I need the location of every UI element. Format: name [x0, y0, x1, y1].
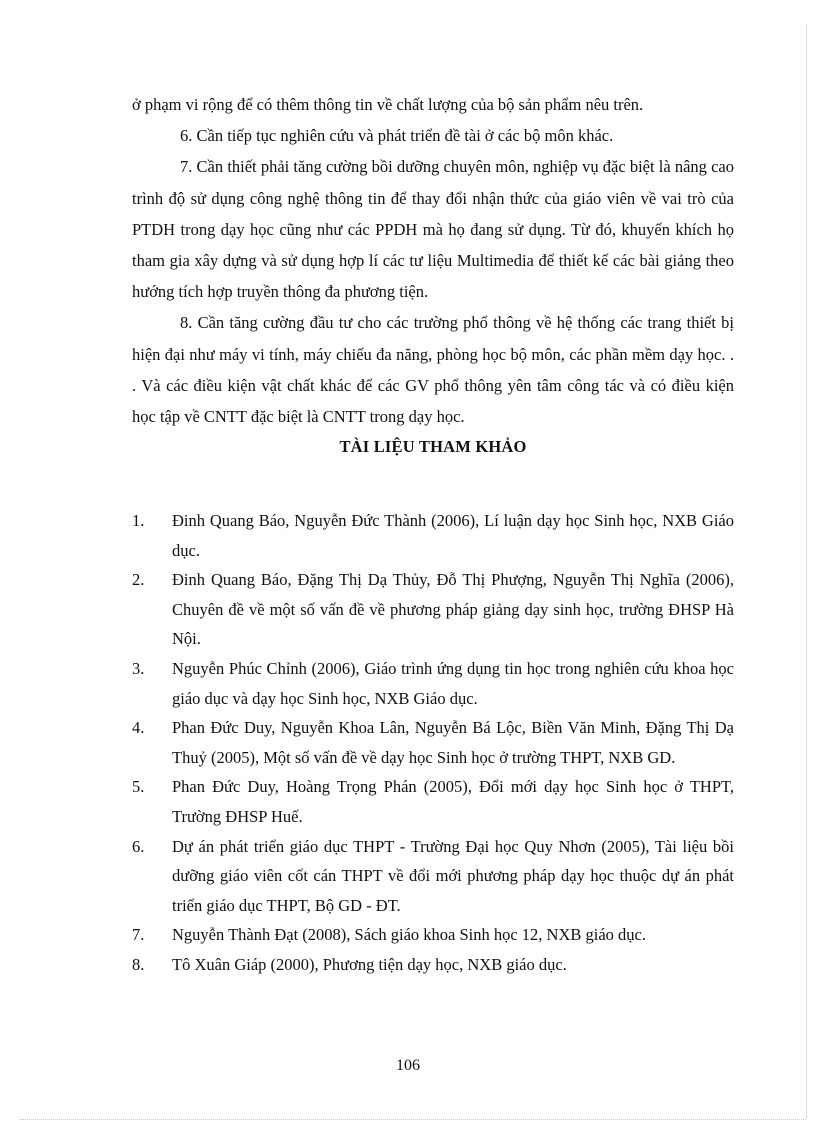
reference-number: 4. — [132, 718, 145, 738]
paragraph-7: 7. Cần thiết phải tăng cường bồi dưỡng chuyên môn, nghiệp vụ đặc biệt là nâng cao trình độ sử dụng công nghệ thông tin để thay đổi nhận thức của giáo viên về vai trò của PTDH trong dạy học cũng như các PPDH mà họ đang sử dụng. Từ đó, khuyến khích họ tham gia xây dựng và sử dụng hợp lí các tư liệu Multimedia để thiết kế các bài giảng theo hướng tích hợp truyền thông đa phương tiện. — [132, 157, 734, 302]
paragraph-6: 6. Cần tiếp tục nghiên cứu và phát triển đề tài ở các bộ môn khác. — [180, 126, 614, 146]
reference-item — [132, 506, 734, 565]
reference-item — [132, 565, 734, 654]
reference-item — [132, 920, 734, 950]
reference-item — [132, 832, 734, 921]
reference-text: Phan Đức Duy, Nguyễn Khoa Lân, Nguyễn Bá Lộc, Biền Văn Minh, Đặng Thị Dạ Thuỷ (2005), Một số vấn đề về dạy học Sinh học ở trường THPT, NXB GD. — [172, 718, 734, 767]
paragraph-8: 8. Cần tăng cường đầu tư cho các trường phổ thông về hệ thống các trang thiết bị hiện đại như máy vi tính, máy chiếu đa năng, phòng học bộ môn, các phần mềm dạy học. . . Và các điều kiện vật chất khác để các GV phổ thông yên tâm công tác và có điều kiện học tập về CNTT đặc biệt là CNTT trong dạy học. — [132, 313, 734, 427]
reference-item — [132, 772, 734, 831]
references-heading: TÀI LIỆU THAM KHẢO — [339, 437, 527, 456]
reference-number: 5. — [132, 777, 145, 797]
page-edge-bottom-divider — [20, 1119, 806, 1120]
reference-text: Đinh Quang Báo, Nguyễn Đức Thành (2006), Lí luận dạy học Sinh học, NXB Giáo dục. — [172, 511, 734, 560]
reference-item — [132, 950, 734, 980]
reference-text: Phan Đức Duy, Hoàng Trọng Phán (2005), Đổi mới dạy học Sinh học ở THPT, Trường ĐHSP Huế. — [172, 777, 734, 826]
reference-number: 8. — [132, 954, 145, 974]
page-number: 106 — [396, 1057, 420, 1074]
continuation-paragraph: ở phạm vi rộng để có thêm thông tin về chất lượng của bộ sản phẩm nêu trên. — [132, 95, 644, 114]
reference-text: Nguyễn Thành Đạt (2008), Sách giáo khoa Sinh học 12, NXB giáo dục. — [172, 925, 646, 945]
body-text — [132, 89, 734, 432]
reference-text: Đinh Quang Báo, Đặng Thị Dạ Thủy, Đỗ Thị Phượng, Nguyễn Thị Nghĩa (2006), Chuyên đề về một số vấn đề về phương pháp giảng dạy sinh học, trường ĐHSP Hà Nội. — [172, 570, 734, 649]
reference-item — [132, 713, 734, 772]
reference-number: 6. — [132, 836, 145, 856]
reference-number: 7. — [132, 925, 145, 945]
reference-text: Tô Xuân Giáp (2000), Phương tiện dạy học, NXB giáo dục. — [172, 954, 567, 974]
reference-list — [132, 506, 734, 980]
reference-number: 3. — [132, 658, 145, 678]
page-edge-right-divider — [806, 24, 807, 1119]
reference-number: 1. — [132, 511, 145, 530]
reference-number: 2. — [132, 570, 145, 590]
reference-item — [132, 654, 734, 713]
reference-text: Dự án phát triển giáo dục THPT - Trường Đại học Quy Nhơn (2005), Tài liệu bồi dưỡng giáo viên cốt cán THPT về đổi mới phương pháp dạy học thuộc dự án phát triển giáo dục THPT, Bộ GD - ĐT. — [172, 836, 734, 915]
reference-text: Nguyễn Phúc Chỉnh (2006), Giáo trình ứng dụng tin học trong nghiên cứu khoa học giáo dục và dạy học Sinh học, NXB Giáo dục. — [172, 658, 734, 708]
